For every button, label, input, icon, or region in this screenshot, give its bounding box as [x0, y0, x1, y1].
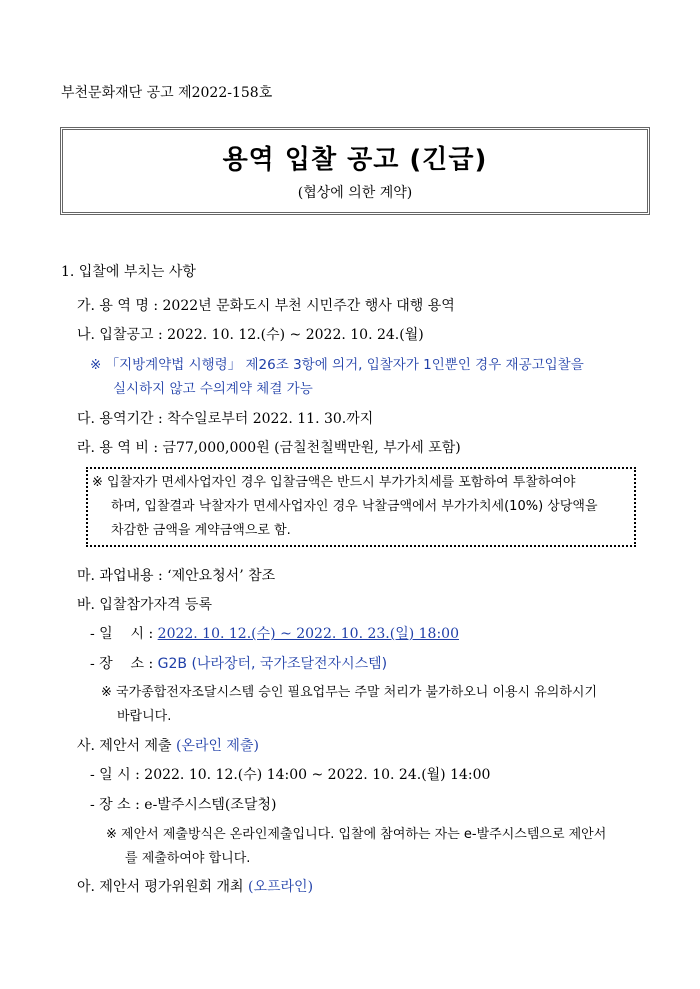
registration-date [90, 625, 459, 643]
tax-notice-line: 하며, 입찰결과 낙찰자가 면세사업자인 경우 낙찰금액에서 부가가치세(10%) 상당액을 [111, 499, 598, 514]
announcement-number: 부천문화재단 공고 제2022-158호 [61, 85, 273, 101]
bid-notice-note: ※ 「지방계약법 시행령」 제26조 3항에 의거, 입찰자가 1인뿐인 경우 재공고입찰을 [90, 357, 584, 373]
page-title: 용역 입찰 공고 (긴급) [222, 145, 488, 175]
registration-date-value: 2022. 10. 12.(수) ~ 2022. 10. 23.(일) 18:00 [157, 626, 459, 642]
item-registration: 바. 입찰참가자격 등록 [77, 597, 213, 613]
registration-place-value: G2B (나라장터, 국가조달전자시스템) [157, 656, 388, 672]
item-evaluation-committee [77, 878, 313, 896]
proposal-submission-highlight: (온라인 제출) [175, 738, 259, 754]
proposal-note: ※ 제안서 제출방식은 온라인제출입니다. 입찰에 참여하는 자는 e-발주시스템으로 제안서 [106, 827, 607, 842]
evaluation-committee-heading: 아. 제안서 평가위원회 개최 [77, 879, 249, 895]
item-bid-notice: 나. 입찰공고 : 2022. 10. 12.(수) ~ 2022. 10. 24.(월) [77, 327, 424, 343]
registration-place-label: - 장 소 : [90, 656, 158, 672]
item-service-period: 다. 용역기간 : 착수일로부터 2022. 11. 30.까지 [77, 411, 374, 427]
proposal-place: - 장 소 : e-발주시스템(조달청) [90, 797, 277, 813]
title-box [60, 127, 650, 215]
proposal-date: - 일 시 : 2022. 10. 12.(수) 14:00 ~ 2022. 10. 24.(월) 14:00 [90, 767, 491, 783]
proposal-submission-heading: 사. 제안서 제출 [77, 738, 176, 754]
registration-note-cont: 바랍니다. [117, 709, 172, 724]
registration-note: ※ 국가종합전자조달시스템 승인 필요업무는 주말 처리가 불가하오니 이용시 유의하시기 [101, 685, 598, 700]
registration-date-label: - 일 시 : [90, 626, 158, 642]
item-service-cost: 라. 용 역 비 : 금77,000,000원 (금칠천칠백만원, 부가세 포함) [77, 440, 461, 456]
tax-notice-line: 차감한 금액을 계약금액으로 함. [111, 523, 291, 538]
item-proposal-submission [77, 737, 259, 755]
item-task-content: 마. 과업내용 : ‘제안요청서’ 참조 [77, 568, 276, 584]
page-subtitle: (협상에 의한 계약) [297, 185, 413, 201]
bid-notice-note-cont: 실시하지 않고 수의계약 체결 가능 [113, 381, 313, 397]
proposal-note-cont: 를 제출하여야 합니다. [125, 851, 251, 866]
tax-notice-line: ※ 입찰자가 면세사업자인 경우 입찰금액은 반드시 부가가치세를 포함하여 투찰하여야 [92, 475, 576, 490]
registration-place [90, 655, 387, 673]
evaluation-committee-highlight: (오프라인) [248, 879, 314, 895]
section-heading: 1. 입찰에 부치는 사항 [61, 264, 196, 280]
item-service-name: 가. 용 역 명 : 2022년 문화도시 부천 시민주간 행사 대행 용역 [77, 298, 455, 314]
